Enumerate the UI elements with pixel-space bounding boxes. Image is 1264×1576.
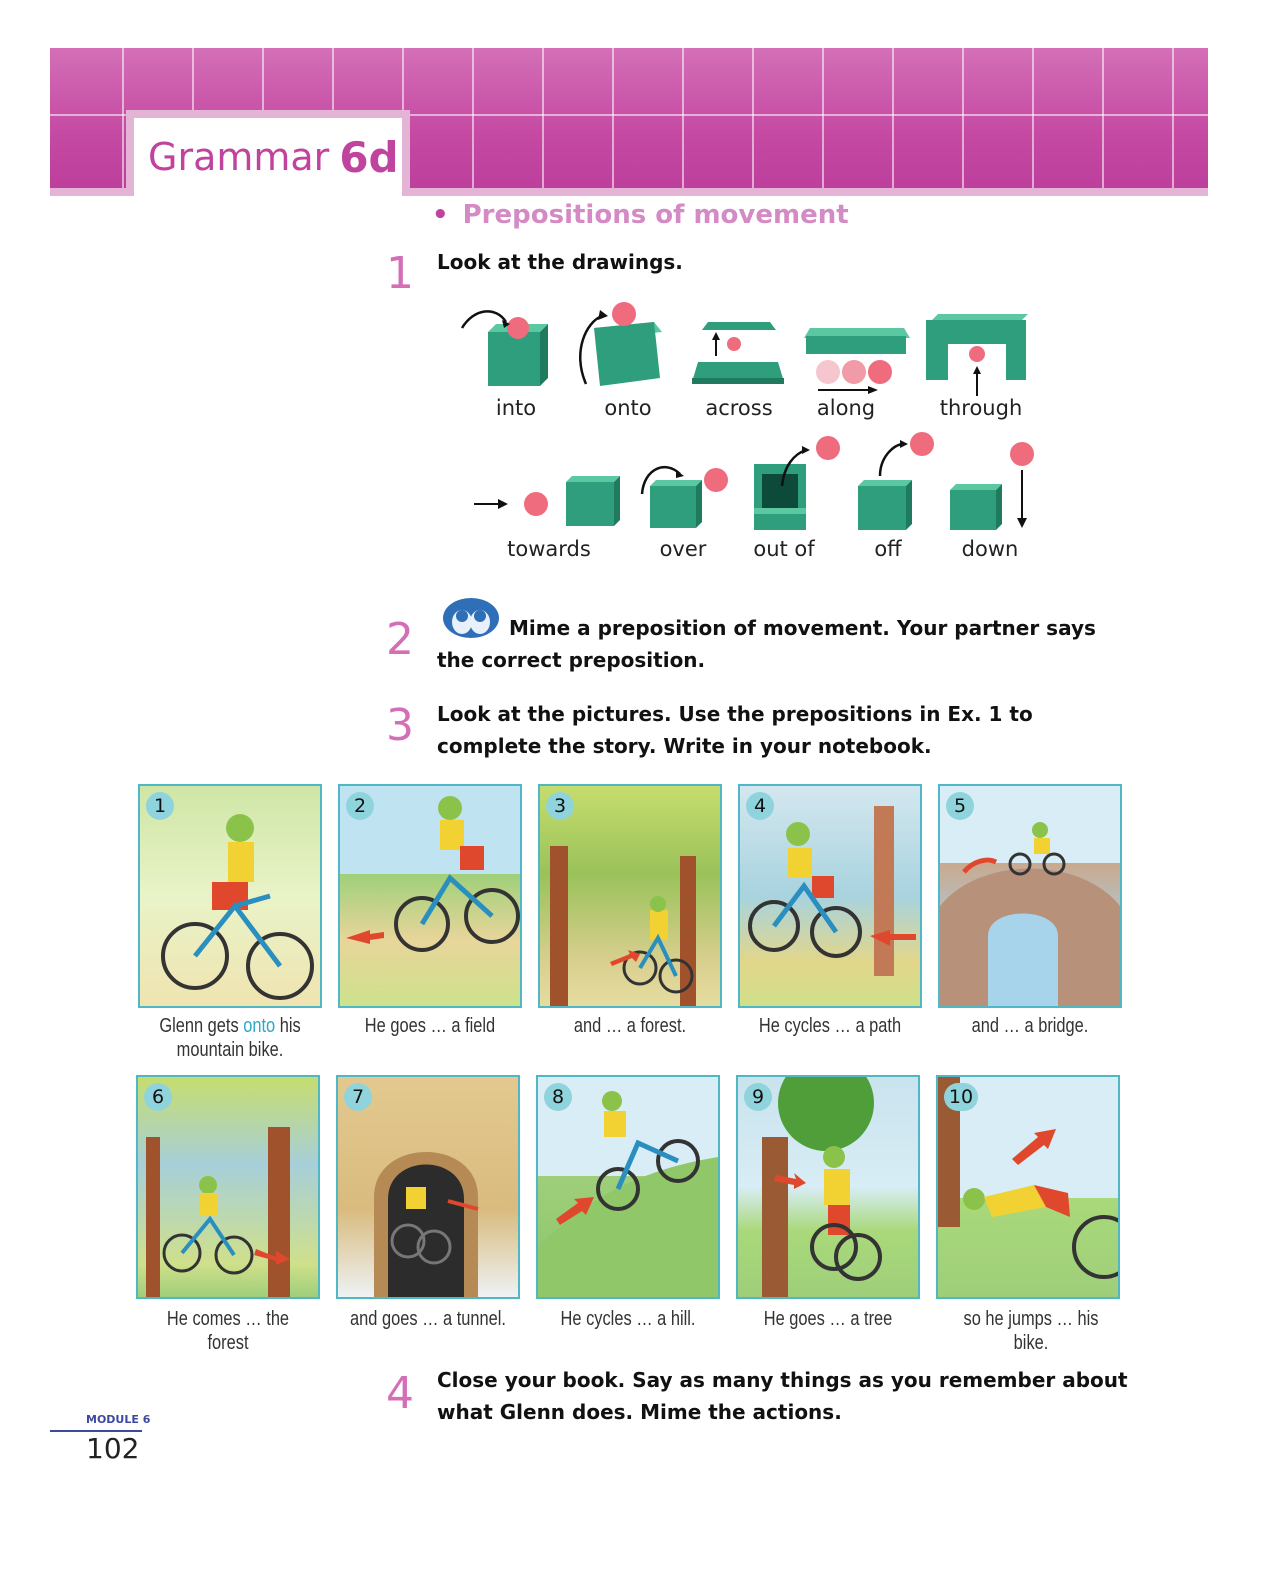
panel-number: 1 [146, 792, 174, 820]
exercise-2-text: Mime a preposition of movement. Your partner says the correct preposition. [437, 616, 1096, 672]
panel-number: 5 [946, 792, 974, 820]
towards-drawing [474, 476, 620, 526]
story-caption-7: and goes … a tunnel. [350, 1308, 506, 1330]
story-caption-3: and … a forest. [573, 1015, 687, 1037]
exercise-4-number: 4 [386, 1368, 414, 1419]
onto-drawing [580, 302, 662, 386]
story-caption-1: Glenn gets onto his mountain bike. [159, 1015, 301, 1061]
prep-along: along [816, 396, 876, 420]
prep-through: through [939, 396, 1023, 420]
exercise-1-number: 1 [386, 248, 414, 299]
panel-number: 4 [746, 792, 774, 820]
across-drawing [692, 322, 784, 384]
story-panel-9 [736, 1075, 920, 1299]
exercise-1-text: Look at the drawings. [437, 250, 683, 274]
bullet: • [432, 200, 449, 230]
story-panel-8 [536, 1075, 720, 1299]
into-drawing [462, 311, 548, 386]
story-panel-5 [938, 784, 1122, 1008]
story-panel-10 [936, 1075, 1120, 1299]
story-caption-5: and … a bridge. [971, 1015, 1089, 1037]
section-subtitle [432, 200, 849, 230]
panel-number: 8 [544, 1083, 572, 1111]
story-panel-2 [338, 784, 522, 1008]
panel-number: 7 [344, 1083, 372, 1111]
prep-into: into [495, 396, 537, 420]
story-panel-1 [138, 784, 322, 1008]
prepositions-diagram-row1 [440, 292, 1060, 402]
title-box [126, 110, 410, 196]
story-panel-4 [738, 784, 922, 1008]
down-drawing [950, 442, 1034, 530]
out-of-drawing [754, 436, 840, 530]
highlight-onto: onto [243, 1015, 276, 1037]
panel-number: 9 [744, 1083, 772, 1111]
module-label: MODULE 6 [86, 1413, 151, 1426]
exercise-2-number: 2 [386, 614, 414, 665]
story-caption-10: so he jumps … his bike. [963, 1308, 1099, 1354]
story-caption-9: He goes … a tree [763, 1308, 893, 1330]
prep-out-of: out of [753, 537, 815, 561]
page-number: 102 [86, 1432, 140, 1465]
story-caption-6: He comes … the forest [166, 1308, 290, 1354]
prep-towards: towards [507, 537, 591, 561]
through-drawing [926, 314, 1028, 396]
story-panel-6 [136, 1075, 320, 1299]
exercise-3-number: 3 [386, 700, 414, 751]
exercise-3-text: Look at the pictures. Use the prepositions in Ex. 1 to complete the story. Write in your notebook. [437, 702, 1033, 758]
story-caption-2: He goes … a field [364, 1015, 496, 1037]
panel-number: 6 [144, 1083, 172, 1111]
story-panel-7 [336, 1075, 520, 1299]
panel-number: 10 [944, 1083, 978, 1111]
story-caption-4: He cycles … a path [758, 1015, 902, 1037]
prep-down: down [961, 537, 1019, 561]
prepositions-diagram-row2 [466, 428, 1066, 538]
prep-over: over [659, 537, 707, 561]
along-drawing [804, 328, 910, 394]
subtitle-text: Prepositions of movement [462, 200, 849, 230]
prep-off: off [874, 537, 902, 561]
page-title: Grammar [148, 135, 330, 179]
exercise-4-text: Close your book. Say as many things as you remember about what Glenn does. Mime the actions. [437, 1368, 1128, 1424]
panel-number: 3 [546, 792, 574, 820]
story-panel-3 [538, 784, 722, 1008]
story-caption-8: He cycles … a hill. [560, 1308, 696, 1330]
panel-number: 2 [346, 792, 374, 820]
prep-onto: onto [604, 396, 652, 420]
off-drawing [858, 432, 934, 530]
prep-across: across [705, 396, 773, 420]
over-drawing [642, 467, 728, 528]
unit-number: 6d [339, 132, 399, 182]
